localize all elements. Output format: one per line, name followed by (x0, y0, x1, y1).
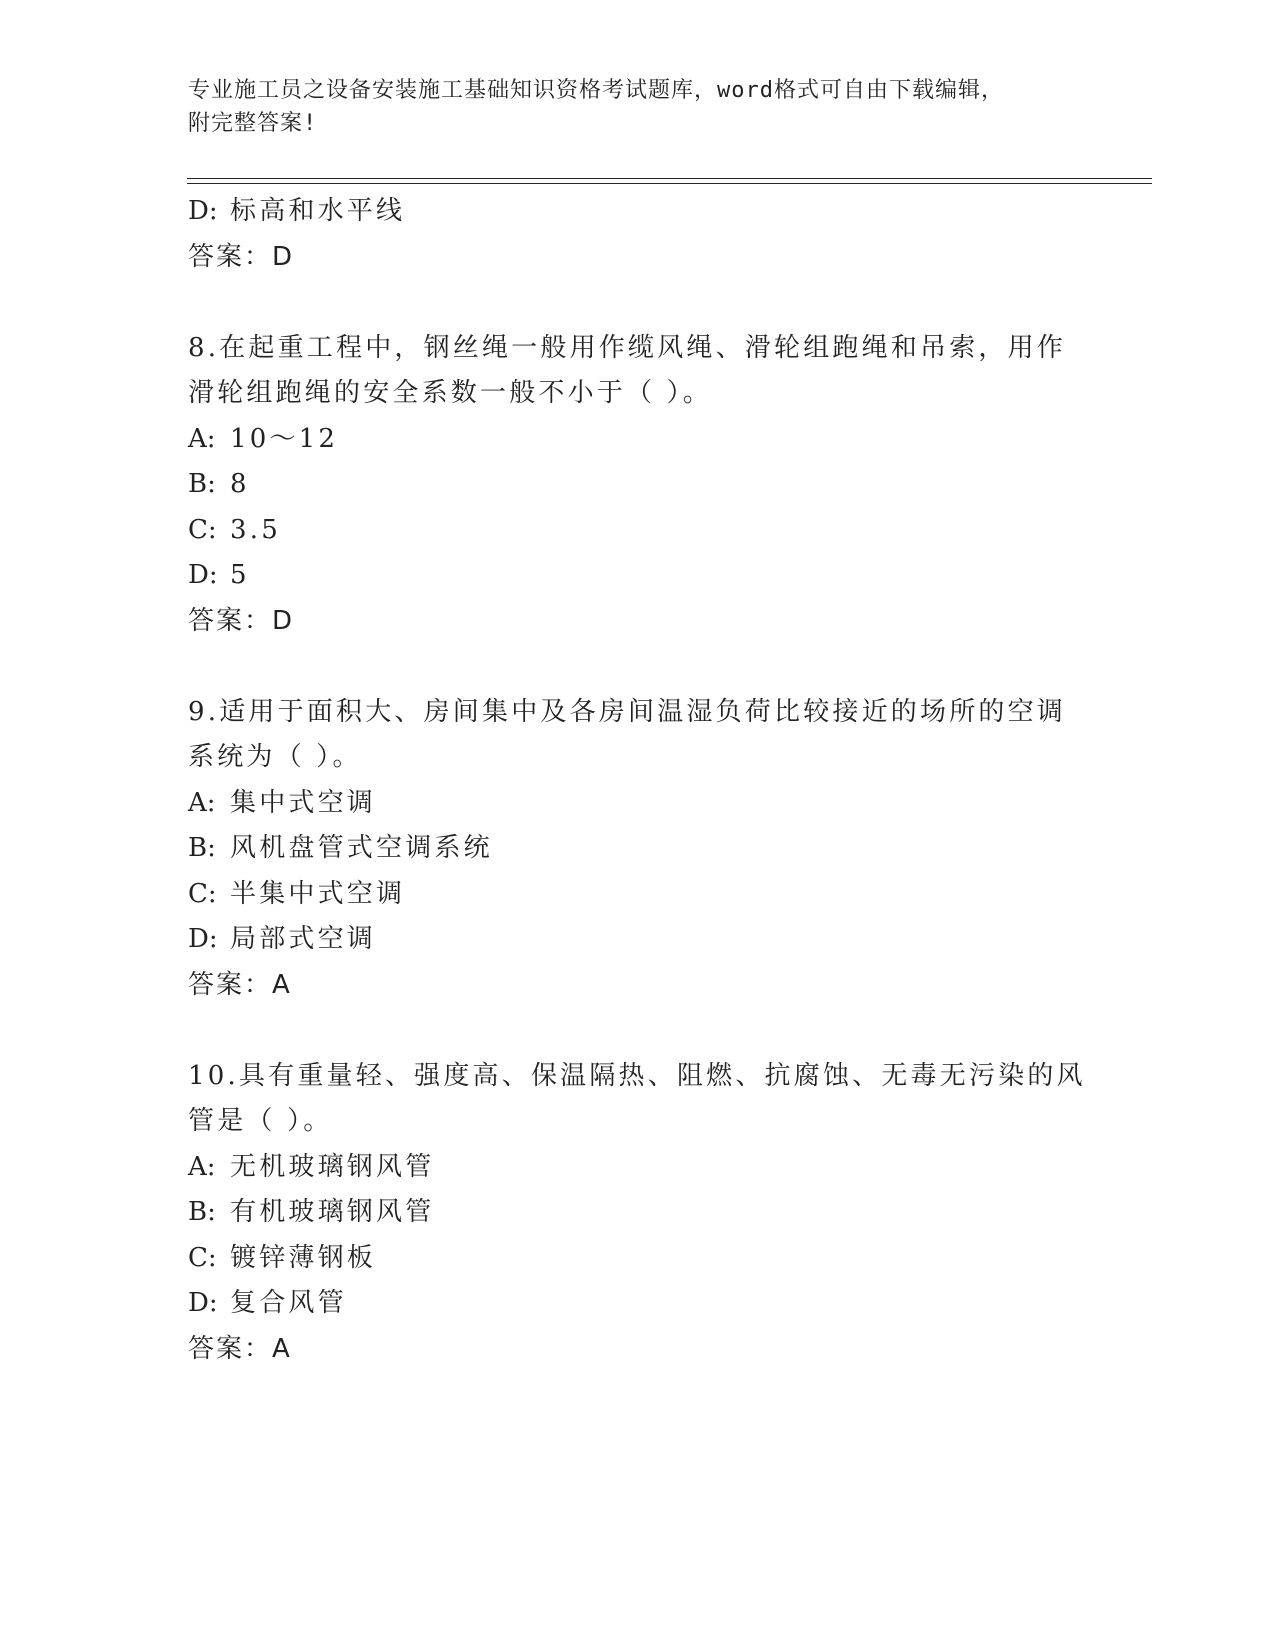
option-text: 10～12 (230, 423, 339, 454)
option-label: B: (188, 1197, 216, 1227)
question-stem-line-1: 9.适用于面积大、房间集中及各房间温湿负荷比较接近的场所的空调 (188, 696, 1067, 727)
question-10 (188, 1054, 1088, 1373)
option-text: 8 (230, 469, 250, 499)
question-9 (188, 690, 1088, 1009)
option-text: 5 (230, 560, 250, 590)
option-b (188, 826, 1088, 872)
spacer (188, 280, 1088, 326)
option-label: C: (188, 514, 217, 545)
option-label: A: (188, 423, 216, 454)
spacer (188, 644, 1088, 690)
option-b (188, 1190, 1088, 1236)
option-label: B: (188, 469, 216, 499)
option-label: D: (188, 924, 218, 954)
question-list (188, 189, 1088, 1372)
option-c (188, 1236, 1088, 1282)
option-a (188, 417, 1088, 463)
option-a (188, 1145, 1088, 1191)
option-b (188, 462, 1088, 508)
document-header (188, 74, 1068, 140)
question-stem-line-2: 管是（ ）。 (188, 1106, 333, 1136)
option-text: 镀锌薄钢板 (230, 1242, 377, 1273)
answer-line: 答案：A (188, 1333, 292, 1364)
question-stem-line-1: 10.具有重量轻、强度高、保温隔热、阻燃、抗腐蚀、无毒无污染的风 (188, 1060, 1086, 1091)
option-text: 复合风管 (230, 1288, 347, 1318)
option-label: A: (188, 787, 216, 818)
header-divider-bottom (187, 183, 1152, 184)
option-label: C: (188, 878, 217, 909)
option-text: 3.5 (230, 514, 281, 545)
option-text: 半集中式空调 (230, 878, 406, 909)
option-d (188, 1281, 1088, 1327)
option-label: A: (188, 1151, 216, 1182)
option-label: B: (188, 833, 216, 863)
question-stem-line-2: 滑轮组跑绳的安全系数一般不小于（ ）。 (188, 378, 713, 408)
header-line-1: 专业施工员之设备安装施工基础知识资格考试题库，word格式可自由下载编辑， (188, 78, 1004, 103)
option-a (188, 781, 1088, 827)
option-text: 标高和水平线 (230, 196, 406, 226)
answer-line: 答案：D (188, 605, 295, 636)
header-divider-top (187, 178, 1152, 179)
answer-line: 答案：D (188, 241, 295, 272)
question-7-partial (188, 189, 1088, 280)
question-stem-line-1: 8.在起重工程中，钢丝绳一般用作缆风绳、滑轮组跑绳和吊索，用作 (188, 332, 1067, 363)
option-text: 局部式空调 (230, 924, 377, 954)
option-text: 风机盘管式空调系统 (230, 833, 493, 863)
option-c (188, 508, 1088, 554)
option-d (188, 189, 1088, 235)
option-label: D: (188, 560, 218, 590)
question-stem-line-2: 系统为（ ）。 (188, 742, 362, 772)
option-d (188, 553, 1088, 599)
question-8 (188, 326, 1088, 645)
answer-line: 答案：A (188, 969, 292, 1000)
option-text: 有机玻璃钢风管 (230, 1197, 435, 1227)
spacer (188, 1008, 1088, 1054)
option-c (188, 872, 1088, 918)
option-label: C: (188, 1242, 217, 1273)
option-label: D: (188, 196, 218, 226)
option-d (188, 917, 1088, 963)
option-text: 集中式空调 (230, 787, 377, 818)
option-text: 无机玻璃钢风管 (230, 1151, 435, 1182)
option-label: D: (188, 1288, 218, 1318)
header-line-2: 附完整答案! (188, 111, 318, 136)
